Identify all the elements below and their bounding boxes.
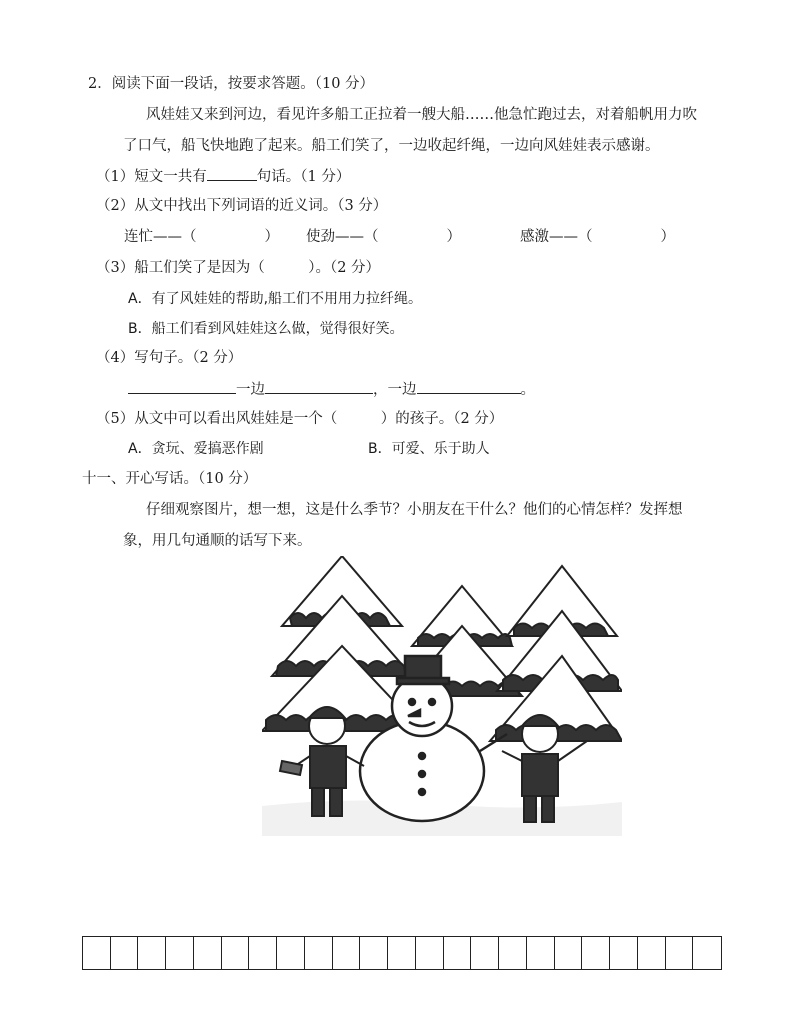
synonym-item-3-wrap — [520, 227, 675, 247]
answer-blank-sentence-count[interactable] — [207, 166, 257, 181]
writing-cell[interactable] — [555, 937, 583, 969]
option-3b[interactable]: B．船工们看到风娃娃这么做，觉得很好笑。 — [128, 321, 404, 337]
writing-cell[interactable] — [471, 937, 499, 969]
writing-cell[interactable] — [111, 937, 139, 969]
option-5a[interactable]: A．贪玩、爱搞恶作剧 — [128, 441, 264, 457]
writing-prompt-line-2: 象，用几句通顺的话写下来。 — [123, 533, 312, 549]
writing-cell[interactable] — [499, 937, 527, 969]
writing-grid — [82, 936, 722, 970]
sub-question-5: （5）从文中可以看出风娃娃是一个（ ）的孩子。（2 分） — [96, 411, 504, 427]
writing-cell[interactable] — [194, 937, 222, 969]
synonym-row — [124, 227, 279, 247]
sentence-blank-2[interactable] — [265, 379, 373, 394]
sub-question-4: （4）写句子。（2 分） — [96, 350, 243, 366]
option-3a[interactable]: A．有了风娃娃的帮助,船工们不用用力拉纤绳。 — [128, 291, 423, 307]
writing-cell[interactable] — [305, 937, 333, 969]
sentence-fill-row — [128, 379, 535, 400]
sentence-end: 。 — [520, 382, 535, 398]
synonym-item-3: 感激——（ — [520, 229, 593, 245]
sentence-mid-1: 一边 — [236, 382, 265, 398]
writing-cell[interactable] — [582, 937, 610, 969]
sentence-blank-1[interactable] — [128, 379, 236, 394]
sub-question-2: （2）从文中找出下列词语的近义词。（3 分） — [96, 198, 388, 214]
sub-question-1 — [96, 166, 350, 187]
question-2-heading: 2．阅读下面一段话，按要求答题。（10 分） — [88, 76, 375, 92]
synonym-item-2: 使劲——（ — [306, 229, 379, 245]
snowman-scene-icon — [262, 556, 622, 836]
writing-cell[interactable] — [444, 937, 472, 969]
section-11-heading: 十一、开心写话。（10 分） — [82, 471, 258, 487]
writing-cell[interactable] — [527, 937, 555, 969]
synonym-close-2: ） — [446, 229, 461, 245]
writing-cell[interactable] — [388, 937, 416, 969]
writing-cell[interactable] — [277, 937, 305, 969]
option-5b[interactable]: B．可爱、乐于助人 — [368, 441, 490, 457]
writing-cell[interactable] — [360, 937, 388, 969]
sentence-blank-3[interactable] — [417, 379, 521, 394]
writing-cell[interactable] — [416, 937, 444, 969]
passage-line-2: 了口气，船飞快地跑了起来。船工们笑了，一边收起纤绳，一边向风娃娃表示感谢。 — [123, 138, 660, 154]
writing-cell[interactable] — [138, 937, 166, 969]
writing-cell[interactable] — [610, 937, 638, 969]
sentence-mid-2: ，一边 — [373, 382, 417, 398]
synonym-item-2-wrap — [306, 227, 461, 247]
writing-cell[interactable] — [222, 937, 250, 969]
synonym-close-1: ） — [264, 229, 279, 245]
writing-cell[interactable] — [249, 937, 277, 969]
writing-prompt-line-1: 仔细观察图片，想一想，这是什么季节？小朋友在干什么？他们的心情怎样？发挥想 — [146, 502, 683, 518]
synonym-close-3: ） — [660, 229, 675, 245]
writing-cell[interactable] — [333, 937, 361, 969]
sub-question-1-prefix: （1）短文一共有 — [96, 169, 207, 185]
writing-cell[interactable] — [638, 937, 666, 969]
sub-question-3: （3）船工们笑了是因为（ ）。（2 分） — [96, 260, 381, 276]
writing-cell[interactable] — [83, 937, 111, 969]
sub-question-1-suffix: 句话。（1 分） — [256, 169, 351, 185]
writing-cell[interactable] — [693, 937, 721, 969]
writing-cell[interactable] — [166, 937, 194, 969]
pine-tree-right-icon — [490, 566, 622, 741]
passage-line-1: 风娃娃又来到河边，看见许多船工正拉着一艘大船……他急忙跑过去，对着船帆用力吹 — [146, 107, 697, 123]
writing-cell[interactable] — [666, 937, 694, 969]
synonym-item-1: 连忙——（ — [124, 229, 197, 245]
snowman-scene-illustration — [262, 556, 622, 836]
